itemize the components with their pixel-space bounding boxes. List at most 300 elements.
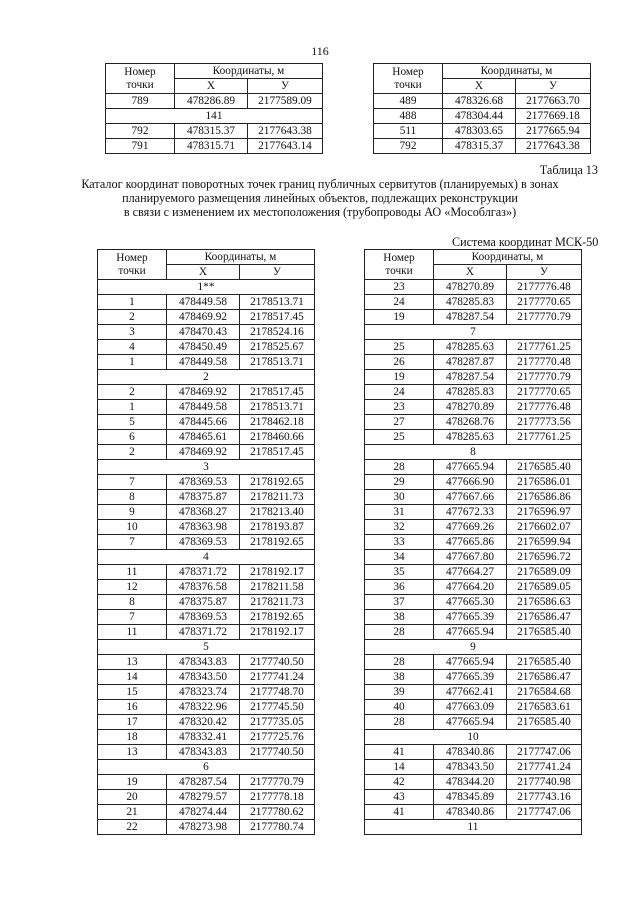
- table-row: [365, 550, 582, 565]
- y-coordinate: 2177735.05: [240, 715, 315, 730]
- y-coordinate: 2177665.94: [516, 124, 591, 139]
- table-row: [98, 325, 315, 340]
- table-row: [98, 535, 315, 550]
- point-number: 15: [98, 685, 167, 700]
- point-number: 21: [98, 805, 167, 820]
- y-coordinate: 2177770.65: [507, 295, 582, 310]
- x-coordinate: 478273.98: [167, 820, 240, 835]
- x-coordinate: 477667.80: [434, 550, 507, 565]
- group-label: 3: [98, 460, 315, 475]
- x-coordinate: 478340.86: [434, 745, 507, 760]
- table-row: [98, 295, 315, 310]
- point-number: 4: [98, 340, 167, 355]
- table-row: [365, 520, 582, 535]
- header-text: Номер: [383, 251, 415, 264]
- group-row: [98, 550, 315, 565]
- group-row: [365, 640, 582, 655]
- x-coordinate: 478340.86: [434, 805, 507, 820]
- point-number: 6: [98, 430, 167, 445]
- table-row: [365, 715, 582, 730]
- caption-line: Каталог координат поворотных точек границ публичных сервитутов (планируемых) в зонах: [81, 177, 559, 191]
- header-point-number: [365, 250, 434, 280]
- header-text: точки: [118, 264, 146, 277]
- caption-line: в связи с изменением их местоположения (трубопроводы АО «Мособлгаз»): [123, 205, 517, 219]
- y-coordinate: 2176586.63: [507, 595, 582, 610]
- table-row: [98, 490, 315, 505]
- x-coordinate: 477665.39: [434, 670, 507, 685]
- group-label: 10: [365, 730, 582, 745]
- coordinates-table-top-left: [105, 63, 323, 154]
- y-coordinate: 2177776.48: [507, 280, 582, 295]
- point-number: 14: [98, 670, 167, 685]
- x-coordinate: 478274.44: [167, 805, 240, 820]
- x-coordinate: 478303.65: [443, 124, 516, 139]
- x-coordinate: 478369.53: [167, 535, 240, 550]
- x-coordinate: 478315.37: [443, 139, 516, 154]
- table-row: [98, 700, 315, 715]
- y-coordinate: 2177761.25: [507, 430, 582, 445]
- table-row: [365, 595, 582, 610]
- point-number: 8: [98, 490, 167, 505]
- header-y: У: [248, 79, 323, 94]
- y-coordinate: 2177778.18: [240, 790, 315, 805]
- x-coordinate: 477669.26: [434, 520, 507, 535]
- header-coordinates: Координаты, м: [167, 250, 315, 265]
- table-row: [98, 790, 315, 805]
- y-coordinate: 2177643.14: [248, 139, 323, 154]
- x-coordinate: 478371.72: [167, 565, 240, 580]
- x-coordinate: 478469.92: [167, 310, 240, 325]
- header-x: X: [167, 265, 240, 280]
- table-row: [365, 670, 582, 685]
- y-coordinate: 2177740.50: [240, 745, 315, 760]
- x-coordinate: 478363.98: [167, 520, 240, 535]
- y-coordinate: 2178192.65: [240, 535, 315, 550]
- point-number: 2: [98, 445, 167, 460]
- x-coordinate: 478469.92: [167, 385, 240, 400]
- page-number: 116: [311, 44, 329, 58]
- table-row: [374, 109, 591, 124]
- y-coordinate: 2178513.71: [240, 295, 315, 310]
- x-coordinate: 478270.89: [434, 280, 507, 295]
- y-coordinate: 2177643.38: [248, 124, 323, 139]
- y-coordinate: 2177761.25: [507, 340, 582, 355]
- y-coordinate: 2178462.18: [240, 415, 315, 430]
- table-row: [98, 310, 315, 325]
- point-number: 27: [365, 415, 434, 430]
- group-row: [98, 370, 315, 385]
- header-y: У: [240, 265, 315, 280]
- point-number: 20: [98, 790, 167, 805]
- point-number: 23: [365, 280, 434, 295]
- x-coordinate: 478375.87: [167, 490, 240, 505]
- table-row: [365, 310, 582, 325]
- x-coordinate: 478279.57: [167, 790, 240, 805]
- x-coordinate: 477662.41: [434, 685, 507, 700]
- x-coordinate: 478285.63: [434, 430, 507, 445]
- x-coordinate: 478326.68: [443, 94, 516, 109]
- table-row: [365, 415, 582, 430]
- header-row: [106, 64, 323, 79]
- x-coordinate: 478369.53: [167, 610, 240, 625]
- table-caption: [0, 177, 640, 219]
- x-coordinate: 478343.83: [167, 655, 240, 670]
- point-number: 14: [365, 760, 434, 775]
- point-number: 1: [98, 295, 167, 310]
- x-coordinate: 477665.94: [434, 625, 507, 640]
- group-label: 9: [365, 640, 582, 655]
- y-coordinate: 2178513.71: [240, 355, 315, 370]
- x-coordinate: 477665.39: [434, 610, 507, 625]
- group-row: [365, 730, 582, 745]
- point-number: 511: [374, 124, 443, 139]
- table-row: [365, 580, 582, 595]
- y-coordinate: 2177770.79: [507, 370, 582, 385]
- point-number: 25: [365, 430, 434, 445]
- y-coordinate: 2178517.45: [240, 310, 315, 325]
- group-label: 5: [98, 640, 315, 655]
- x-coordinate: 477665.94: [434, 655, 507, 670]
- table-row: [365, 610, 582, 625]
- y-coordinate: 2176585.40: [507, 655, 582, 670]
- y-coordinate: 2176602.07: [507, 520, 582, 535]
- point-number: 791: [106, 139, 175, 154]
- point-number: 28: [365, 715, 434, 730]
- y-coordinate: 2177770.79: [507, 310, 582, 325]
- y-coordinate: 2176589.05: [507, 580, 582, 595]
- point-number: 13: [98, 655, 167, 670]
- point-number: 24: [365, 385, 434, 400]
- y-coordinate: 2178517.45: [240, 445, 315, 460]
- table-row: [98, 505, 315, 520]
- y-coordinate: 2176586.47: [507, 670, 582, 685]
- header-text: Номер: [392, 65, 424, 78]
- y-coordinate: 2176585.40: [507, 625, 582, 640]
- table-row: [98, 820, 315, 835]
- group-row: [98, 460, 315, 475]
- table-row: [365, 370, 582, 385]
- header-text: точки: [385, 264, 413, 277]
- table-row: [98, 475, 315, 490]
- table-row: [98, 625, 315, 640]
- point-number: 792: [106, 124, 175, 139]
- y-coordinate: 2178211.58: [240, 580, 315, 595]
- table-row: [365, 775, 582, 790]
- table-row: [365, 655, 582, 670]
- group-label: 4: [98, 550, 315, 565]
- y-coordinate: 2177776.48: [507, 400, 582, 415]
- y-coordinate: 2176596.72: [507, 550, 582, 565]
- point-number: 2: [98, 385, 167, 400]
- point-number: 23: [365, 400, 434, 415]
- x-coordinate: 477672.33: [434, 505, 507, 520]
- y-coordinate: 2176589.09: [507, 565, 582, 580]
- table-row: [98, 580, 315, 595]
- table-row: [98, 340, 315, 355]
- point-number: 16: [98, 700, 167, 715]
- y-coordinate: 2177747.06: [507, 745, 582, 760]
- point-number: 12: [98, 580, 167, 595]
- group-row: [98, 280, 315, 295]
- header-point-number: [106, 64, 175, 94]
- header-y: У: [507, 265, 582, 280]
- header-point-number: [374, 64, 443, 94]
- x-coordinate: 477664.20: [434, 580, 507, 595]
- table-row: [374, 124, 591, 139]
- x-coordinate: 478376.58: [167, 580, 240, 595]
- y-coordinate: 2176583.61: [507, 700, 582, 715]
- table-row: [98, 595, 315, 610]
- point-number: 39: [365, 685, 434, 700]
- table-row: [365, 475, 582, 490]
- table-row: [98, 430, 315, 445]
- table-row: [98, 685, 315, 700]
- y-coordinate: 2176586.01: [507, 475, 582, 490]
- y-coordinate: 2178525.67: [240, 340, 315, 355]
- x-coordinate: 478343.50: [434, 760, 507, 775]
- caption-line: планируемого размещения линейных объектов, подлежащих реконструкции: [122, 191, 518, 205]
- x-coordinate: 478322.96: [167, 700, 240, 715]
- point-number: 24: [365, 295, 434, 310]
- header-x: X: [443, 79, 516, 94]
- y-coordinate: 2178213.40: [240, 505, 315, 520]
- group-label: 7: [365, 325, 582, 340]
- point-number: 37: [365, 595, 434, 610]
- x-coordinate: 478449.58: [167, 400, 240, 415]
- point-number: 7: [98, 610, 167, 625]
- y-coordinate: 2177589.09: [248, 94, 323, 109]
- table-row: [365, 490, 582, 505]
- table-row: [365, 745, 582, 760]
- y-coordinate: 2178193.87: [240, 520, 315, 535]
- group-row: [365, 325, 582, 340]
- x-coordinate: 477666.90: [434, 475, 507, 490]
- y-coordinate: 2177747.06: [507, 805, 582, 820]
- point-number: 17: [98, 715, 167, 730]
- x-coordinate: 477665.86: [434, 535, 507, 550]
- table-row: [365, 430, 582, 445]
- x-coordinate: 478287.54: [434, 310, 507, 325]
- x-coordinate: 478287.87: [434, 355, 507, 370]
- table-row: [106, 124, 323, 139]
- group-row: [98, 640, 315, 655]
- x-coordinate: 478369.53: [167, 475, 240, 490]
- x-coordinate: 478465.61: [167, 430, 240, 445]
- x-coordinate: 478270.89: [434, 400, 507, 415]
- x-coordinate: 478286.89: [175, 94, 248, 109]
- table-row: [98, 355, 315, 370]
- y-coordinate: 2177780.74: [240, 820, 315, 835]
- x-coordinate: 477665.30: [434, 595, 507, 610]
- x-coordinate: 477663.09: [434, 700, 507, 715]
- table-row: [365, 625, 582, 640]
- table-row: [365, 685, 582, 700]
- table-row: [98, 400, 315, 415]
- table-row: [365, 760, 582, 775]
- point-number: 488: [374, 109, 443, 124]
- y-coordinate: 2176596.97: [507, 505, 582, 520]
- table-row: [365, 355, 582, 370]
- table-row: [98, 730, 315, 745]
- group-label: 6: [98, 760, 315, 775]
- group-row: [106, 109, 323, 124]
- group-label: 1**: [98, 280, 315, 295]
- y-coordinate: 2178192.17: [240, 565, 315, 580]
- point-number: 8: [98, 595, 167, 610]
- header-text: точки: [126, 78, 154, 91]
- point-number: 25: [365, 340, 434, 355]
- point-number: 19: [365, 370, 434, 385]
- y-coordinate: 2178513.71: [240, 400, 315, 415]
- y-coordinate: 2177745.50: [240, 700, 315, 715]
- table-row: [98, 805, 315, 820]
- point-number: 18: [98, 730, 167, 745]
- x-coordinate: 478450.49: [167, 340, 240, 355]
- x-coordinate: 478344.20: [434, 775, 507, 790]
- y-coordinate: 2176585.40: [507, 460, 582, 475]
- group-label: 8: [365, 445, 582, 460]
- point-number: 1: [98, 355, 167, 370]
- y-coordinate: 2177770.65: [507, 385, 582, 400]
- header-row: [365, 250, 582, 265]
- header-row: [374, 64, 591, 79]
- x-coordinate: 478315.71: [175, 139, 248, 154]
- point-number: 789: [106, 94, 175, 109]
- y-coordinate: 2177643.38: [516, 139, 591, 154]
- y-coordinate: 2178192.65: [240, 610, 315, 625]
- x-coordinate: 478287.54: [167, 775, 240, 790]
- y-coordinate: 2178211.73: [240, 595, 315, 610]
- point-number: 2: [98, 310, 167, 325]
- y-coordinate: 2178524.16: [240, 325, 315, 340]
- table-row: [98, 655, 315, 670]
- x-coordinate: 478285.83: [434, 295, 507, 310]
- point-number: 40: [365, 700, 434, 715]
- point-number: 13: [98, 745, 167, 760]
- table-row: [98, 670, 315, 685]
- table-row: [98, 415, 315, 430]
- point-number: 35: [365, 565, 434, 580]
- coordinates-table-right: [364, 249, 582, 835]
- header-text: точки: [394, 78, 422, 91]
- header-point-number: [98, 250, 167, 280]
- table-row: [365, 535, 582, 550]
- y-coordinate: 2177773.56: [507, 415, 582, 430]
- x-coordinate: 478368.27: [167, 505, 240, 520]
- point-number: 10: [98, 520, 167, 535]
- x-coordinate: 478343.50: [167, 670, 240, 685]
- point-number: 41: [365, 745, 434, 760]
- point-number: 28: [365, 625, 434, 640]
- point-number: 792: [374, 139, 443, 154]
- table-row: [365, 790, 582, 805]
- x-coordinate: 478268.76: [434, 415, 507, 430]
- table-row: [365, 565, 582, 580]
- point-number: 19: [365, 310, 434, 325]
- coordinates-table-top-right: [373, 63, 591, 154]
- y-coordinate: 2177770.79: [240, 775, 315, 790]
- x-coordinate: 478320.42: [167, 715, 240, 730]
- header-text: Номер: [116, 251, 148, 264]
- group-row: [365, 445, 582, 460]
- y-coordinate: 2177743.16: [507, 790, 582, 805]
- point-number: 28: [365, 460, 434, 475]
- point-number: 1: [98, 400, 167, 415]
- group-label: 11: [365, 820, 582, 835]
- point-number: 34: [365, 550, 434, 565]
- point-number: 19: [98, 775, 167, 790]
- point-number: 32: [365, 520, 434, 535]
- x-coordinate: 477667.66: [434, 490, 507, 505]
- point-number: 489: [374, 94, 443, 109]
- y-coordinate: 2177741.24: [240, 670, 315, 685]
- y-coordinate: 2178211.73: [240, 490, 315, 505]
- point-number: 26: [365, 355, 434, 370]
- table-row: [365, 505, 582, 520]
- table-label: Таблица 13: [539, 163, 598, 177]
- y-coordinate: 2178192.17: [240, 625, 315, 640]
- table-row: [98, 610, 315, 625]
- y-coordinate: 2176599.94: [507, 535, 582, 550]
- y-coordinate: 2176585.40: [507, 715, 582, 730]
- point-number: 9: [98, 505, 167, 520]
- point-number: 43: [365, 790, 434, 805]
- table-row: [98, 520, 315, 535]
- table-row: [374, 139, 591, 154]
- y-coordinate: 2176584.68: [507, 685, 582, 700]
- table-row: [98, 775, 315, 790]
- header-row: [98, 250, 315, 265]
- point-number: 11: [98, 565, 167, 580]
- group-label: 2: [98, 370, 315, 385]
- header-coordinates: Координаты, м: [434, 250, 582, 265]
- point-number: 38: [365, 670, 434, 685]
- point-number: 41: [365, 805, 434, 820]
- header-x: X: [434, 265, 507, 280]
- table-row: [106, 94, 323, 109]
- table-row: [98, 715, 315, 730]
- x-coordinate: 478323.74: [167, 685, 240, 700]
- table-row: [365, 700, 582, 715]
- x-coordinate: 478285.63: [434, 340, 507, 355]
- header-coordinates: Координаты, м: [175, 64, 323, 79]
- x-coordinate: 477665.94: [434, 460, 507, 475]
- table-row: [365, 295, 582, 310]
- y-coordinate: 2178517.45: [240, 385, 315, 400]
- y-coordinate: 2177725.76: [240, 730, 315, 745]
- x-coordinate: 478332.41: [167, 730, 240, 745]
- table-row: [365, 340, 582, 355]
- y-coordinate: 2177740.98: [507, 775, 582, 790]
- table-row: [98, 445, 315, 460]
- table-row: [365, 460, 582, 475]
- y-coordinate: 2177770.48: [507, 355, 582, 370]
- x-coordinate: 477665.94: [434, 715, 507, 730]
- header-text: Номер: [124, 65, 156, 78]
- y-coordinate: 2176586.86: [507, 490, 582, 505]
- y-coordinate: 2178460.66: [240, 430, 315, 445]
- y-coordinate: 2176586.47: [507, 610, 582, 625]
- point-number: 30: [365, 490, 434, 505]
- x-coordinate: 478469.92: [167, 445, 240, 460]
- point-number: 38: [365, 610, 434, 625]
- point-number: 36: [365, 580, 434, 595]
- table-row: [98, 385, 315, 400]
- x-coordinate: 478315.37: [175, 124, 248, 139]
- table-row: [98, 745, 315, 760]
- x-coordinate: 478343.83: [167, 745, 240, 760]
- x-coordinate: 478371.72: [167, 625, 240, 640]
